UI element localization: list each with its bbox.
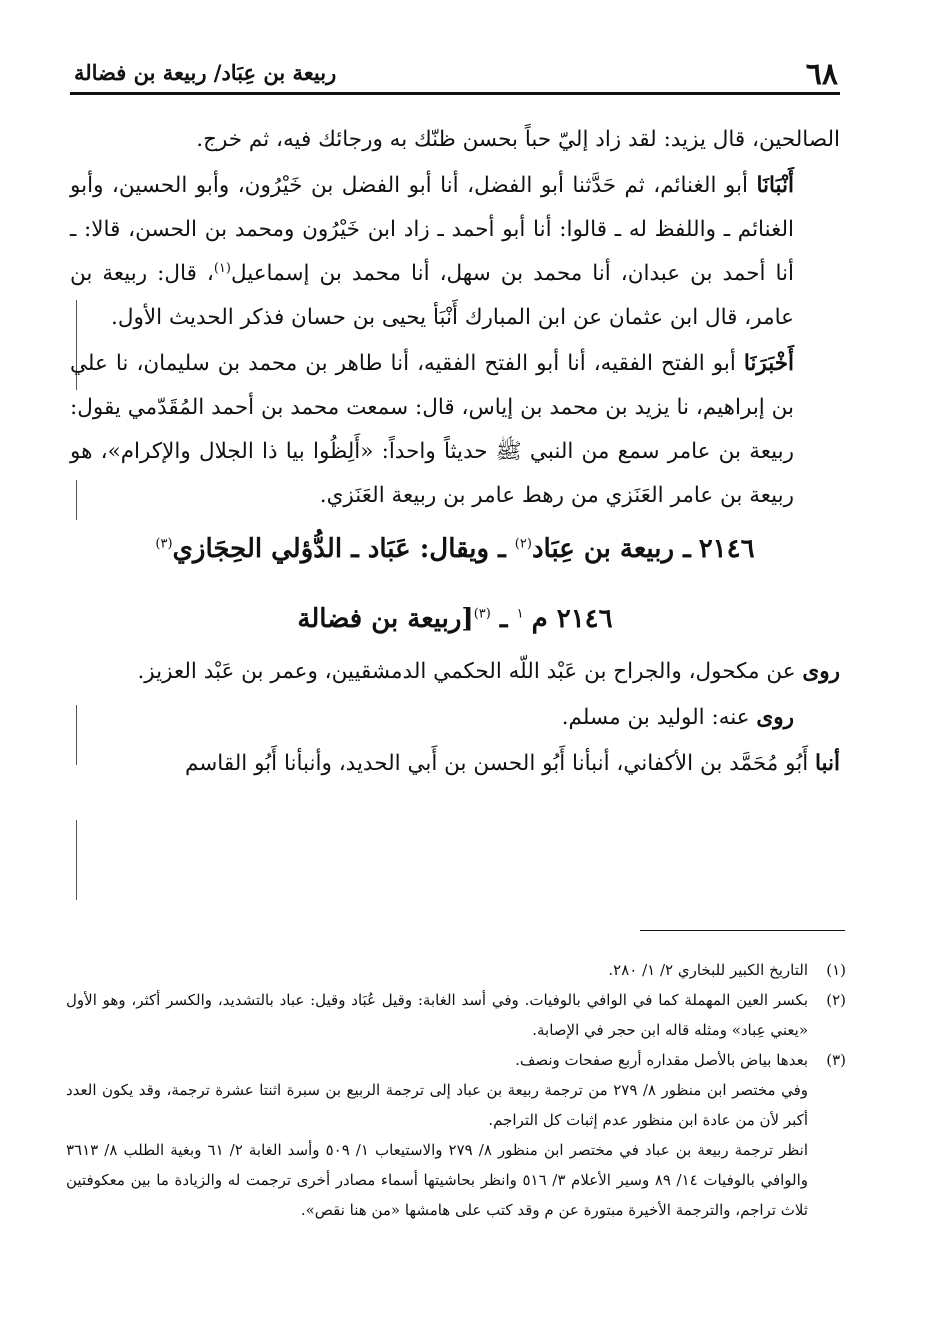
paragraph-lead: أَنْبَانَا	[756, 173, 794, 198]
footnotes	[66, 955, 846, 1225]
paragraph-lead: روى	[756, 705, 794, 730]
margin-mark	[76, 820, 77, 900]
paragraph-lead: أَخْبَرَنَا	[743, 351, 794, 376]
footnote-text: التاريخ الكبير للبخاري ٢/ ١/ ٢٨٠.	[608, 961, 808, 979]
header-rule	[70, 92, 840, 95]
paragraph: روى عنه: الوليد بن مسلم.	[561, 705, 794, 730]
footnote-ref: (٣)	[155, 536, 173, 552]
footnote-ref: (١)	[213, 260, 231, 276]
footnote-text: وفي مختصر ابن منظور ٨/ ٢٧٩ من ترجمة ربيعة بن عباد إلى ترجمة الربيع بن سبرة اثنتا عشرة ترجمة، وقد يكون العدد أكبر لأن من عادة ابن منظور عدم إثبات كل التراجم.	[66, 1081, 809, 1129]
paragraph-lead: روى	[802, 659, 840, 684]
entry-number: ٢١٤٦ م	[531, 604, 613, 634]
footnote-rule	[640, 930, 845, 931]
footnote-text: انظر ترجمة ربيعة بن عباد في مختصر ابن منظور ٨/ ٢٧٩ والاستيعاب ١/ ٥٠٩ وأسد الغابة ٢/ ٦١ وبغية الطلب ٨/ ٣٦١٣ والوافي بالوفيات ١٤/ ٨٩ وسير الأعلام ٣/ ٥١٦ وانظر بحاشيتها أسماء مصادر أخرى ترجمت له والزيادة ما بين معكوفتين ثلاث تراجم، والترجمة الأخيرة مبتورة عن م وقد كتب على هامشها «من هنا نقص».	[66, 1141, 809, 1219]
footnote	[66, 955, 846, 985]
footnote	[66, 1045, 846, 1225]
paragraph: الصالحين، قال يزيد: لقد زاد إليّ حباً بحسن ظنّك به ورجائك فيه، ثم خرج.	[196, 127, 840, 152]
footnote-text: بكسر العين المهملة كما في الوافي بالوفيات. وفي أسد الغابة: وقيل عُبَاد وقيل: عباد بالتشديد، والكسر أكثر، وهو الأول «يعني عِباد» ومثله قاله ابن حجر في الإصابة.	[66, 991, 808, 1039]
running-head: ربيعة بن عِبَاد/ ربيعة بن فضالة	[74, 60, 337, 85]
main-text	[70, 118, 840, 786]
footnote-ref: (٣)	[473, 606, 491, 622]
footnote-ref: (٢)	[514, 536, 532, 552]
paragraph: أَخْبَرَنَا أبو الفتح الفقيه، أنا أبو الفتح الفقيه، أنا طاهر بن محمد بن سليمان، نا علي بن إبراهيم، نا يزيد بن محمد بن إياس، قال: سمعت محمد بن أحمد المُقَدّمي يقول: ربيعة بن عامر سمع من النبي ﷺ حديثاً واحداً: «أَلِظُوا بيا ذا الجلال والإكرام»، هو ربيعة بن عامر العَنَزي من رهط عامر بن ربيعة العَنَزي.	[70, 351, 794, 508]
entry-heading: ٢١٤٦ م$^١$ ـ $^{(٣)}$[ربيعة بن فضالة	[297, 604, 613, 634]
footnote-number: (٣)	[826, 1051, 846, 1069]
footnote-text: بعدها بياض بالأصل مقداره أربع صفحات ونصف.	[515, 1051, 808, 1069]
page-header	[70, 52, 840, 92]
footnote-number: (١)	[826, 961, 846, 979]
entry-heading: ٢١٤٦ـ ربيعة بن عِبَاد$^{(٢)}$ ـ ويقال: عَبَاد ـ الدُّؤلي الحِجَازي$^{(٣)}$	[155, 534, 755, 564]
paragraph-lead: أنبا	[815, 751, 840, 776]
footnote-ref: ١	[516, 606, 524, 622]
entry-number: ٢١٤٦	[698, 534, 755, 564]
footnote-number: (٢)	[826, 991, 846, 1009]
paragraph: أنبا أَبُو مُحَمَّد بن الأكفاني، أنبأنا أَبُو الحسن بن أَبي الحديد، وأنبأنا أَبُو القاسم	[184, 751, 840, 776]
paragraph: روى عن مكحول، والجراح بن عَبْد اللّه الحكمي الدمشقيين، وعمر بن عَبْد العزيز.	[137, 659, 840, 684]
page-number: ٦٨	[805, 57, 838, 92]
paragraph: أَنْبَانَا أبو الغنائم، ثم حَدَّثنا أبو الفضل، أنا أبو الفضل بن خَيْرُون، وأبو الحسين، وأبو الغنائم ـ واللفظ له ـ قالوا: أنا أبو أحمد ـ زاد ابن خَيْرُون ومحمد بن الحسن، قالا: ـ أنا أحمد بن عبدان، أنا محمد بن سهل، أنا محمد بن إسماعيل$^{(١)}$، قال: ربيعة بن عامر، قال ابن عثمان عن ابن المبارك أَنْبَأ يحيى بن حسان فذكر الحديث الأول.	[70, 173, 794, 330]
footnote	[66, 985, 846, 1045]
